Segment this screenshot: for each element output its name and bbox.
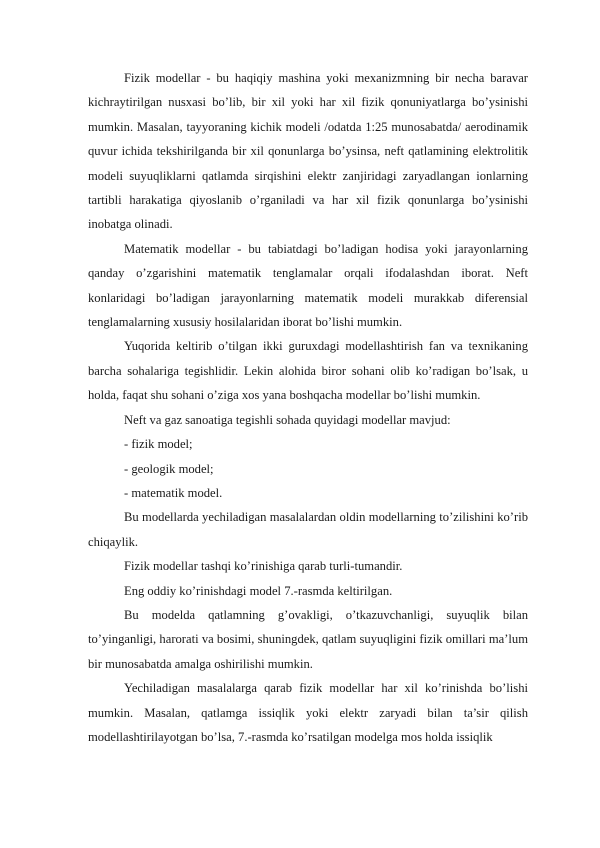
paragraph-model-properties: Bu modelda qatlamning g’ovakligi, o’tkazuvchanligi, suyuqlik bilan to’yinganligi, harorati va bosimi, shuningdek, qatlam suyuqligini fizik omillari ma’lum bir munosabatda amalga oshirilishi mumkin. [88, 607, 528, 671]
paragraph-model-variants: Yechiladigan masalalarga qarab fizik modellar har xil ko’rinishda bo’lishi mumkin. Masalan, qatlamga issiqlik yoki elektr zaryadi bilan ta’sir qilish modellashtirilayotgan bo’lsa, 7.-rasmda ko’rsatilgan modelga mos holda issiqlik [88, 681, 528, 744]
paragraph-simplest-model: Eng oddiy ko’rinishdagi model 7.-rasmda keltirilgan. [124, 583, 393, 598]
list-item-geological-model: - geologik model; [124, 461, 214, 476]
paragraph-mathematical-models: Matematik modellar - bu tabiatdagi bo’ladigan hodisa yoki jarayonlarning qanday o’zgarishini matematik tenglamalar orqali ifodalashdan iborat. Neft konlaridagi bo’ladigan jarayonlarning matematik modeli murakkab diferensial tenglamalarning xususiy hosilalaridan iborat bo’lishi mumkin. [88, 241, 528, 330]
paragraph-model-structure: Bu modellarda yechiladigan masalalardan oldin modellarning to’zilishini ko’rib chiqaylik. [88, 510, 528, 549]
paragraph-physical-appearance: Fizik modellar tashqi ko’rinishiga qarab turli-tumandir. [124, 559, 403, 574]
paragraph-physical-models: Fizik modellar - bu haqiqiy mashina yoki mexanizmning bir necha baravar kichraytirilgan nusxasi bo’lib, bir xil yoki har xil fizik qonuniyatlarga bo’ysinishi mumkin. Masalan, tayyoraning kichik modeli /odatda 1:25 munosabatda/ aerodinamik quvur ichida tekshirilganda bir xil qonunlarga bo’ysinsa, neft qatlamining elektrolitik modeli suyuqliklarni qatlamda sirqishini elektr zanjiridagi zaryadlangan ionlarning tartibli harakatiga qiyoslanib o’rganiladi va har xil fizik qonunlarga bo’ysinishi inobatga olinadi. [88, 71, 528, 232]
paragraph-modeling-groups: Yuqorida keltirib o’tilgan ikki guruxdagi modellashtirish fan va texnikaning barcha sohalariga tegishlidir. Lekin alohida biror sohani olib ko’radigan bo’lsak, u holda, faqat shu sohani o’ziga xos yana boshqacha modellar bo’lishi mumkin. [88, 339, 528, 403]
list-item-mathematical-model: - matematik model. [124, 485, 223, 500]
paragraph-oil-gas-models-intro: Neft va gaz sanoatiga tegishli sohada quyidagi modellar mavjud: [124, 412, 451, 427]
list-item-physical-model: - fizik model; [124, 437, 193, 452]
document-page [88, 66, 528, 749]
